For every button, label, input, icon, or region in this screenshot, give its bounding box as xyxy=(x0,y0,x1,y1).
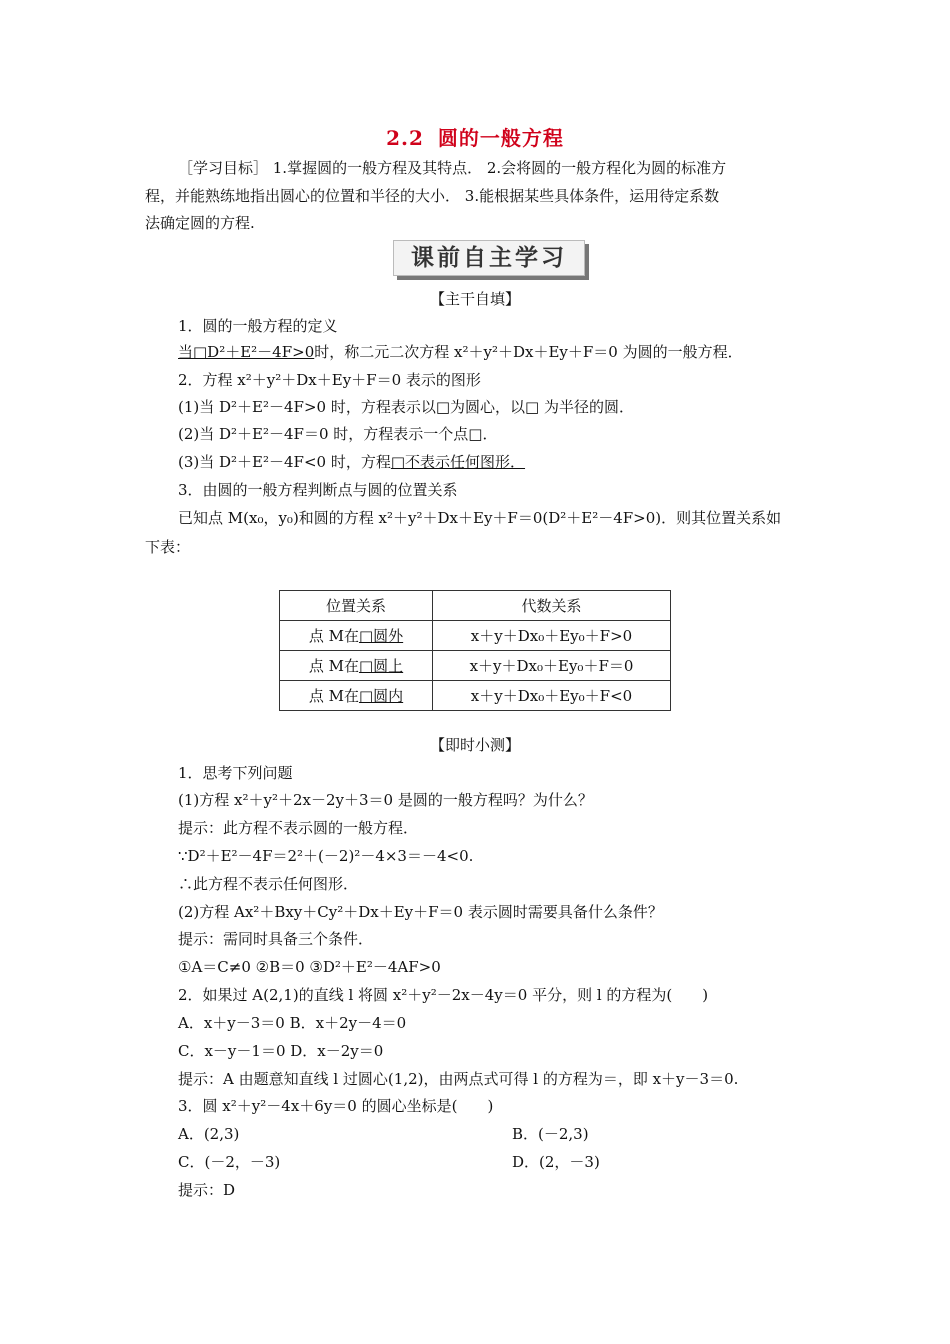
quiz-line: (2)方程 Ax²＋Bxy＋Cy²＋Dx＋Ey＋F＝0 表示圆时需要具备什么条件？ xyxy=(178,903,663,921)
table-cell xyxy=(280,621,433,651)
section-title: 圆的一般方程 xyxy=(437,126,564,150)
page-title xyxy=(0,122,950,151)
q3-option-b: B．(－2,3) xyxy=(512,1125,589,1143)
quiz-line: 提示：需同时具备三个条件． xyxy=(178,930,374,948)
table-row xyxy=(280,681,671,711)
item2-case-1: (1)当 D²＋E²－4F>0 时，方程表示以□为圆心，以□ 为半径的圆． xyxy=(178,398,634,416)
cell-text: 点 M在 xyxy=(308,687,359,705)
table-cell xyxy=(280,681,433,711)
quiz-line: 1．思考下列问题 xyxy=(178,764,293,782)
section2-heading: 【即时小测】 xyxy=(429,736,520,754)
item3-line-2: 下表： xyxy=(145,538,191,556)
quiz-line: A．x＋y－3＝0 B．x＋2y－4＝0 xyxy=(178,1014,407,1032)
item2-case-2: (2)当 D²＋E²－4F＝0 时，方程表示一个点□． xyxy=(178,425,498,443)
item1-definition-rest: 时，称二元二次方程 x²＋y²＋Dx＋Ey＋F＝0 为圆的一般方程． xyxy=(314,343,743,361)
quiz-line: ∵D²＋E²－4F＝2²＋(－2)²－4×3＝－4<0. xyxy=(178,847,474,865)
q3-option-a: A．(2,3) xyxy=(178,1125,240,1143)
item3-line-1: 已知点 M(x₀，y₀)和圆的方程 x²＋y²＋Dx＋Ey＋F＝0(D²＋E²－4F>0)．则其位置关系如 xyxy=(178,509,782,527)
q3-option-d: D．(2，－3) xyxy=(512,1153,600,1171)
cell-text: 点 M在 xyxy=(308,627,359,645)
item1-definition xyxy=(178,342,743,362)
blank-answer: □圆上 xyxy=(358,657,404,675)
blank-answer: □圆外 xyxy=(358,627,404,645)
q3-answer: 提示：D xyxy=(178,1181,236,1199)
table-cell: x＋y＋Dx₀＋Ey₀＋F＝0 xyxy=(433,651,671,681)
objectives-line-3: 法确定圆的方程. xyxy=(145,214,255,232)
item1-title: 1．圆的一般方程的定义 xyxy=(178,317,338,335)
table-cell xyxy=(280,651,433,681)
cell-text: 点 M在 xyxy=(308,657,359,675)
quiz-line: 3．圆 x²＋y²－4x＋6y＝0 的圆心坐标是( ) xyxy=(178,1097,494,1115)
section1-heading: 【主干自填】 xyxy=(429,290,520,308)
blank-answer: □圆内 xyxy=(358,687,404,705)
item3-title: 3．由圆的一般方程判断点与圆的位置关系 xyxy=(178,481,458,499)
q3-option-c: C．(－2，－3) xyxy=(178,1153,281,1171)
table-cell: x＋y＋Dx₀＋Ey₀＋F>0 xyxy=(433,621,671,651)
position-relation-table xyxy=(279,590,671,711)
section-number: 2.2 xyxy=(386,126,424,150)
item2-title: 2．方程 x²＋y²＋Dx＋Ey＋F＝0 表示的图形 xyxy=(178,371,481,389)
item2-case-3-pre: (3)当 D²＋E²－4F<0 时，方程 xyxy=(178,453,391,471)
table-header-row xyxy=(280,591,671,621)
blank-answer: □不表示任何图形． xyxy=(390,453,526,471)
table-cell: x＋y＋Dx₀＋Ey₀＋F<0 xyxy=(433,681,671,711)
quiz-line: 2．如果过 A(2,1)的直线 l 将圆 x²＋y²－2x－4y＝0 平分，则 l 的方程为( ) xyxy=(178,986,709,1004)
objectives-line-2: 程，并能熟练地指出圆心的位置和半径的大小． 3.能根据某些具体条件，运用待定系数 xyxy=(145,187,720,205)
quiz-line: ①A＝C≠0 ②B＝0 ③D²＋E²－4AF>0 xyxy=(178,958,441,976)
quiz-line: 提示：A 由题意知直线 l 过圆心(1,2)，由两点式可得 l 的方程为＝，即 x＋y－3＝0. xyxy=(178,1070,739,1088)
table-row xyxy=(280,651,671,681)
table-row xyxy=(280,621,671,651)
item2-case-3 xyxy=(178,452,525,472)
objectives-line-1: ［学习目标］ 1.掌握圆的一般方程及其特点． 2.会将圆的一般方程化为圆的标准方 xyxy=(178,159,727,177)
quiz-line: C．x－y－1＝0 D．x－2y＝0 xyxy=(178,1042,384,1060)
section-banner: 课前自主学习 xyxy=(393,240,585,276)
quiz-line: 提示：此方程不表示圆的一般方程． xyxy=(178,819,419,837)
quiz-line: ∴此方程不表示任何图形． xyxy=(178,875,359,893)
quiz-line: (1)方程 x²＋y²＋2x－2y＋3＝0 是圆的一般方程吗？为什么？ xyxy=(178,791,593,809)
table-header: 代数关系 xyxy=(433,591,671,621)
table-header: 位置关系 xyxy=(280,591,433,621)
blank-answer: 当□D²＋E²－4F>0 xyxy=(178,343,315,361)
